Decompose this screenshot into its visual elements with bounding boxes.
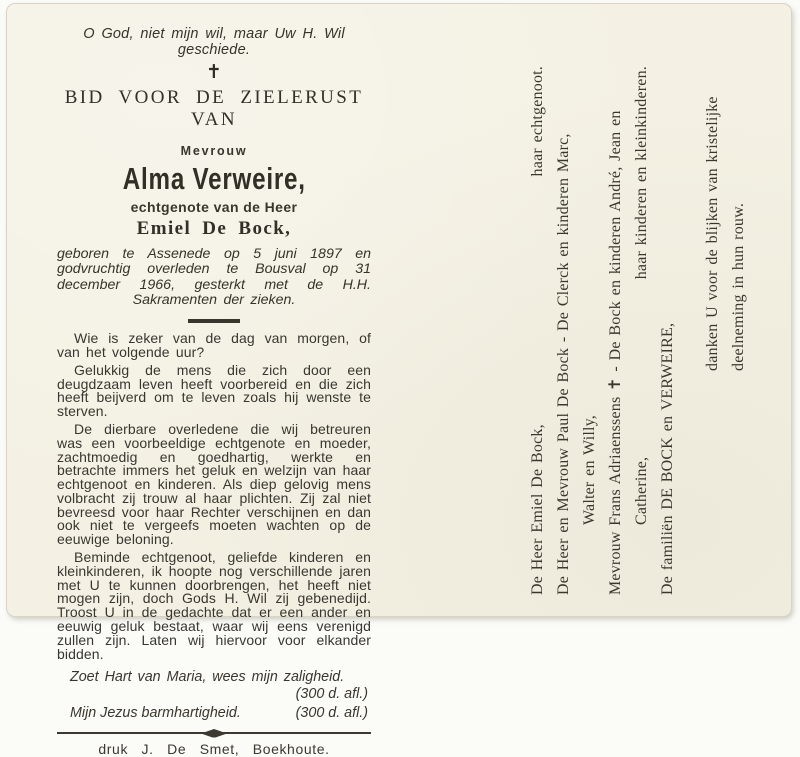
right-page bbox=[519, 16, 800, 617]
prayer-line-2 bbox=[57, 705, 371, 721]
body-paragraph-2: Gelukkig de mens die zich door een deugdzaam leven heeft voorbereid en die zich heeft beijverd om te leven zoals hij wenste te sterven. bbox=[57, 361, 371, 420]
body-paragraph-4: Beminde echtgenoot, geliefde kinderen en kleinkinderen, ik hoopte nog verschillende jaren met U te kunnen doorbrengen, het heeft niet mogen zijn, doch Gods H. Wil zij gebenedijd. Troost U in de gedachte dat er een ander en eeuwig geluk bestaat, waar wij eens verenigd zullen zijn. Laten wij hiervoor voor elkander bidden. bbox=[57, 549, 371, 662]
deceased-name-text: Alma Verweire, bbox=[122, 161, 306, 196]
life-dates: geboren te Assenede op 5 juni 1897 en godvruchtig overleden te Bousval op 31 december 1966, gesterkt met de H.H. Sakramenten der zieken. bbox=[57, 246, 371, 309]
prayer-heading: BID VOOR DE ZIELERUST VAN bbox=[64, 87, 364, 130]
mourner-relation: haar kinderen en kleinkinderen. bbox=[633, 66, 650, 280]
mourner-name: Catherine, bbox=[633, 456, 650, 525]
cross-icon: ✝ bbox=[206, 61, 222, 83]
mourner-line bbox=[629, 16, 655, 617]
closing-thanks bbox=[700, 16, 752, 617]
opening-quote: O God, niet mijn wil, maar Uw H. Wil geschiede. bbox=[83, 26, 345, 58]
left-page bbox=[57, 20, 371, 757]
indulgence-note-2: (300 d. afl.) bbox=[295, 705, 368, 722]
memorial-card bbox=[7, 4, 791, 757]
printer-credit: druk J. De Smet, Boekhoute. bbox=[98, 741, 330, 757]
section-divider bbox=[188, 319, 240, 324]
mourner-line: Walter en Willy, bbox=[581, 414, 598, 525]
closing-line-1: danken U voor de blijken van kristelijke bbox=[704, 96, 721, 371]
body-paragraph-1: Wie is zeker van de dag van morgen, of van het volgende uur? bbox=[57, 330, 371, 360]
mourner-line bbox=[525, 16, 551, 617]
relation-line: echtgenote van de Heer bbox=[130, 199, 298, 215]
mourner-line: De familiën DE BOCK en VERWEIRE, bbox=[659, 322, 676, 595]
right-page-rotated-text bbox=[519, 16, 800, 617]
diamond-ornament-icon bbox=[201, 729, 227, 738]
footer-rule bbox=[57, 732, 371, 734]
mourner-relation: haar echtgenoot. bbox=[529, 66, 546, 177]
prayer-line-2-text: Mijn Jezus barmhartigheid. bbox=[70, 705, 241, 722]
mourner-line: De Heer en Mevrouw Paul De Bock - De Clerck en kinderen Marc, bbox=[555, 133, 572, 595]
spouse-name: Emiel De Bock, bbox=[136, 218, 292, 239]
mourner-name: De Heer Emiel De Bock, bbox=[529, 424, 546, 595]
deceased-name bbox=[57, 161, 371, 197]
prayer-line-1: Zoet Hart van Maria, wees mijn zaligheid. bbox=[70, 669, 345, 686]
title-prefix: Mevrouw bbox=[180, 144, 248, 158]
mourner-line: Mevrouw Frans Adriaenssens ✝ - De Bock en kinderen André, Jean en bbox=[607, 110, 624, 595]
body-paragraph-3: De dierbare overledene die wij betreuren was een voorbeeldige echtgenote en moeder, zachtmoedig en goedhartig, werkte en betrachte immers het geluk en welzijn van haar echtgenoot en kinderen. Als diep gelovig mens volbracht zij trouw al haar plichten. Zij zal niet bevreesd voor haar Rechter verschijnen en dan ook niet te vergeefs moeten wachten op de eeuwige beloning. bbox=[57, 420, 371, 548]
closing-line-2: deelneming in hun rouw. bbox=[730, 202, 747, 371]
indulgence-note-1: (300 d. afl.) bbox=[295, 686, 368, 703]
